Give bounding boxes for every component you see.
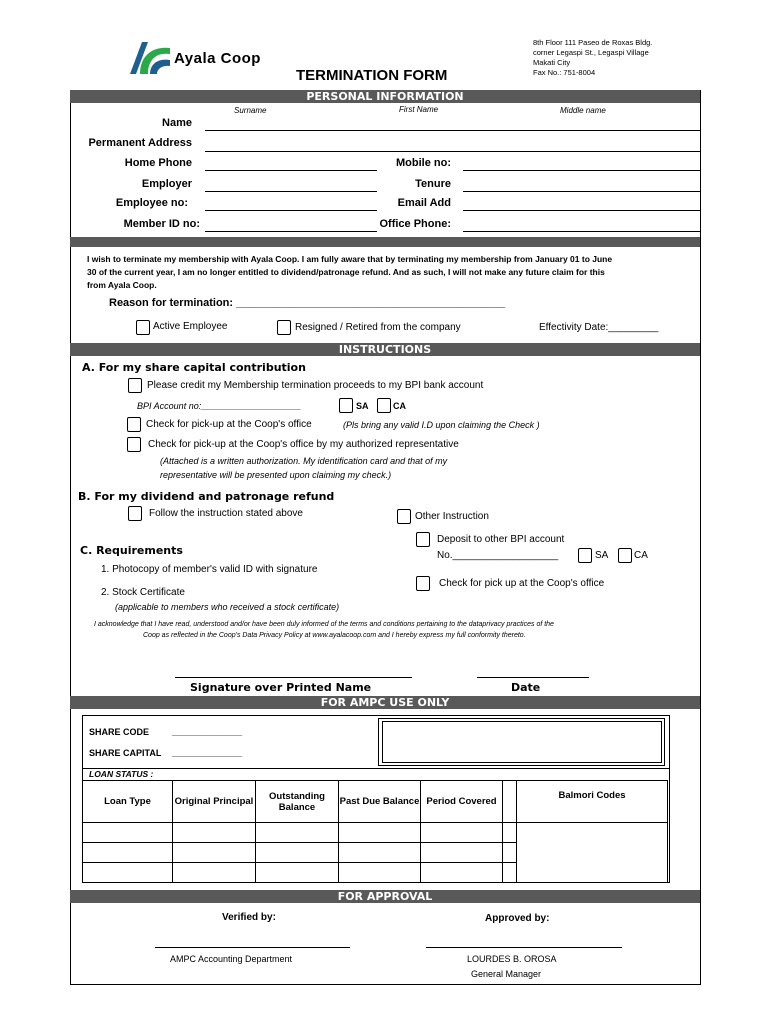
bpi-account-field[interactable]: BPI Account no:____________________ xyxy=(137,401,302,411)
signature-line[interactable] xyxy=(175,677,412,678)
date-label: Date xyxy=(511,681,541,694)
requirement-2: 2. Stock Certificate xyxy=(101,587,185,598)
table-cell[interactable] xyxy=(421,823,503,843)
table-cell[interactable] xyxy=(83,863,173,883)
check-pickup-coop-label: Check for pick up at the Coop's office xyxy=(439,578,605,589)
divider-bar xyxy=(70,237,700,247)
logo-text: Ayala Coop xyxy=(174,50,261,67)
label-employer: Employer xyxy=(141,178,192,190)
instructions-bar: INSTRUCTIONS xyxy=(70,343,700,356)
label-employee-no: Employee no: xyxy=(115,197,188,209)
ayala-coop-logo-icon xyxy=(126,38,174,78)
label-office-phone: Office Phone: xyxy=(379,218,451,230)
table-cell[interactable] xyxy=(256,863,339,883)
deposit-ca-label: CA xyxy=(634,550,648,561)
approver-title: General Manager xyxy=(471,969,542,979)
credit-bpi-checkbox[interactable] xyxy=(128,378,142,393)
check-pickup-note: (Pls bring any valid I.D upon claiming the Check ) xyxy=(343,420,540,430)
deposit-other-bpi-label: Deposit to other BPI account xyxy=(437,534,565,545)
approver-name: LOURDES B. OROSA xyxy=(467,954,557,964)
effectivity-date[interactable]: Effectivity Date:_________ xyxy=(539,322,659,333)
follow-instruction-label: Follow the instruction stated above xyxy=(149,508,303,519)
col-balmori-codes: Balmori Codes xyxy=(517,781,668,823)
verified-by-label: Verified by: xyxy=(222,912,276,923)
label-mobile: Mobile no: xyxy=(396,157,451,169)
employee-no-field[interactable] xyxy=(205,210,377,211)
table-cell[interactable] xyxy=(503,863,517,883)
deposit-ca-checkbox[interactable] xyxy=(618,548,632,563)
check-pickup-label: Check for pick-up at the Coop's office xyxy=(146,419,312,430)
table-cell[interactable] xyxy=(83,823,173,843)
table-cell[interactable] xyxy=(339,823,421,843)
section-a-title: A. For my share capital contribution xyxy=(82,361,306,374)
address-line-1: 8th Floor 111 Paseo de Roxas Bldg. xyxy=(533,38,653,47)
email-field[interactable] xyxy=(463,210,700,211)
table-cell[interactable] xyxy=(173,823,256,843)
date-line[interactable] xyxy=(477,677,589,678)
deposit-other-bpi-checkbox[interactable] xyxy=(416,532,430,547)
address-line-2: corner Legaspi St., Legaspi Village xyxy=(533,48,649,57)
share-capital-field[interactable]: ______________ xyxy=(172,748,243,758)
col-outstanding-balance: Outstanding Balance xyxy=(256,781,339,823)
deposit-sa-checkbox[interactable] xyxy=(578,548,592,563)
table-cell[interactable] xyxy=(421,843,503,863)
resigned-checkbox[interactable] xyxy=(277,320,291,335)
approved-by-label: Approved by: xyxy=(485,913,550,924)
resigned-label: Resigned / Retired from the company xyxy=(295,322,461,333)
address-line-3: Makati City xyxy=(533,58,571,67)
col-loan-type: Loan Type xyxy=(83,781,173,823)
home-phone-field[interactable] xyxy=(205,170,377,171)
representative-label: Check for pick-up at the Coop's office by my authorized representative xyxy=(148,439,459,450)
col-middle-name: Middle name xyxy=(560,106,606,115)
label-name: Name xyxy=(162,117,192,129)
signature-label: Signature over Printed Name xyxy=(190,681,372,694)
name-field[interactable] xyxy=(205,130,700,131)
ampc-use-bar: FOR AMPC USE ONLY xyxy=(70,696,700,709)
active-employee-label: Active Employee xyxy=(153,321,228,332)
accounting-department: AMPC Accounting Department xyxy=(170,954,293,964)
table-cell[interactable] xyxy=(256,843,339,863)
other-instruction-label: Other Instruction xyxy=(415,511,489,522)
label-email: Email Add xyxy=(397,197,451,209)
col-blank xyxy=(503,781,517,823)
table-cell[interactable] xyxy=(83,843,173,863)
acknowledgement-line-1: I acknowledge that I have read, understood and/or have been duly informed of the terms and conditions pertaining to the dataprivacy practices of the xyxy=(94,621,554,628)
label-member-id: Member ID no: xyxy=(123,218,200,230)
employer-field[interactable] xyxy=(205,191,377,192)
logo xyxy=(126,38,174,78)
representative-note-2: representative will be presented upon claiming my check.) xyxy=(160,470,392,480)
deposit-account-no-field[interactable]: No.___________________ xyxy=(437,550,559,561)
credit-bpi-label: Please credit my Membership termination proceeds to my BPI bank account xyxy=(147,380,484,391)
col-first-name: First Name xyxy=(399,105,439,114)
share-code-label: SHARE CODE xyxy=(89,727,150,737)
col-period-covered: Period Covered xyxy=(421,781,503,823)
representative-note-1: (Attached is a written authorization. My identification card and that of my xyxy=(160,456,448,466)
table-cell[interactable] xyxy=(256,823,339,843)
table-cell[interactable] xyxy=(503,843,517,863)
requirement-1: 1. Photocopy of member's valid ID with signature xyxy=(101,564,318,575)
table-cell[interactable] xyxy=(421,863,503,883)
label-tenure: Tenure xyxy=(415,178,451,190)
section-c-title: C. Requirements xyxy=(80,544,183,557)
col-original-principal: Original Principal xyxy=(173,781,256,823)
statement-line-1: I wish to terminate my membership with Ayala Coop. I am fully aware that by terminating my membership from January 01 to June xyxy=(87,254,613,264)
form-title: TERMINATION FORM xyxy=(296,67,448,84)
permanent-address-field[interactable] xyxy=(205,151,700,152)
address-line-4: Fax No.: 751-8004 xyxy=(533,68,596,77)
table-cell[interactable] xyxy=(503,823,517,843)
loan-status-label: LOAN STATUS : xyxy=(89,769,154,779)
loan-table xyxy=(82,780,668,883)
reason-for-termination[interactable]: Reason for termination: ____________________________________________ xyxy=(109,297,506,309)
follow-instruction-checkbox[interactable] xyxy=(128,506,142,521)
label-home-phone: Home Phone xyxy=(124,157,192,169)
acknowledgement-line-2: Coop as reflected in the Coop's Data Privacy Policy at www.ayalacoop.com and I hereby express my full conformity thereto. xyxy=(143,632,526,639)
table-cell[interactable] xyxy=(339,843,421,863)
active-employee-checkbox[interactable] xyxy=(136,320,150,335)
section-b-title: B. For my dividend and patronage refund xyxy=(78,490,335,503)
col-past-due-balance: Past Due Balance xyxy=(339,781,421,823)
representative-checkbox[interactable] xyxy=(127,437,141,452)
office-phone-field[interactable] xyxy=(463,231,700,232)
col-surname: Surname xyxy=(234,106,267,115)
for-approval-bar: FOR APPROVAL xyxy=(70,890,700,903)
share-code-field[interactable]: ______________ xyxy=(172,727,243,737)
other-instruction-checkbox[interactable] xyxy=(397,509,411,524)
sa-label: SA xyxy=(356,401,369,411)
deposit-sa-label: SA xyxy=(595,550,609,561)
personal-information-bar: PERSONAL INFORMATION xyxy=(70,90,700,103)
share-capital-label: SHARE CAPITAL xyxy=(89,748,162,758)
table-cell[interactable] xyxy=(173,843,256,863)
table-cell[interactable] xyxy=(173,863,256,883)
ca-checkbox[interactable] xyxy=(377,398,391,413)
ampc-remarks-inner-box xyxy=(382,721,662,763)
balmori-codes-cell[interactable] xyxy=(517,823,668,883)
statement-line-3: from Ayala Coop. xyxy=(87,280,157,290)
loan-status-top-line xyxy=(82,768,669,769)
approved-signature-line[interactable] xyxy=(426,947,622,948)
ca-label: CA xyxy=(393,401,406,411)
check-pickup-coop-checkbox[interactable] xyxy=(416,576,430,591)
sa-checkbox[interactable] xyxy=(339,398,353,413)
requirement-2-note: (applicable to members who received a stock certificate) xyxy=(115,602,340,612)
check-pickup-checkbox[interactable] xyxy=(127,417,141,432)
mobile-field[interactable] xyxy=(463,170,700,171)
statement-line-2: 30 of the current year, I am no longer entitled to dividend/patronage refund. And as such, I will not make any future claim for this xyxy=(87,267,605,277)
label-permanent-address: Permanent Address xyxy=(88,137,192,149)
member-id-field[interactable] xyxy=(205,231,377,232)
verified-signature-line[interactable] xyxy=(155,947,350,948)
tenure-field[interactable] xyxy=(463,191,700,192)
table-cell[interactable] xyxy=(339,863,421,883)
